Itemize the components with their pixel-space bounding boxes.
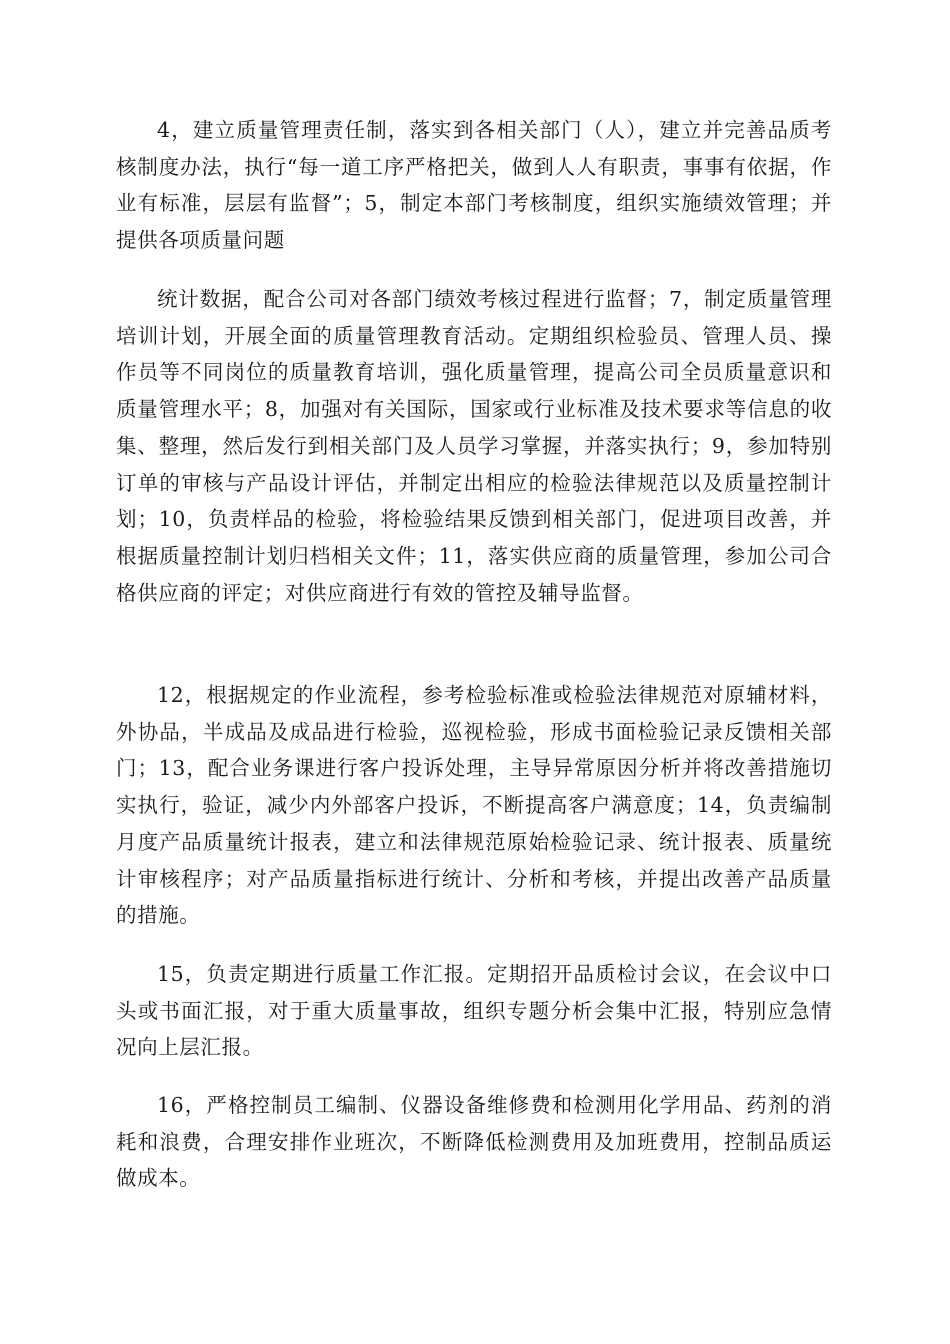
paragraph-responsibility-system: 4，建立质量管理责任制，落实到各相关部门（人），建立并完善品质考核制度办法，执行“每一道工序严格把关，做到人人有职责，事事有依据，作业有标准，层层有监督”；5，制定本部门考核制度，组织实施绩效管理；并提供各项质量问题 <box>116 118 832 253</box>
paragraph-cost-control: 16，严格控制员工编制、仪器设备维修费和检测用化学用品、药剂的消耗和浪费，合理安排作业班次，不断降低检测费用及加班费用，控制品质运做成本。 <box>116 1093 832 1191</box>
paragraph-training-and-standards: 统计数据，配合公司对各部门绩效考核过程进行监督；7，制定质量管理培训计划，开展全面的质量管理教育活动。定期组织检验员、管理人员、操作员等不同岗位的质量教育培训，强化质量管理，提高公司全员质量意识和质量管理水平；8，加强对有关国际，国家或行业标准及技术要求等信息的收集、整理，然后发行到相关部门及人员学习掌握，并落实执行；9，参加特别订单的审核与产品设计评估，并制定出相应的检验法律规范以及质量控制计划；10，负责样品的检验，将检验结果反馈到相关部门，促进项目改善，并根据质量控制计划归档相关文件；11，落实供应商的质量管理，参加公司合格供应商的评定；对供应商进行有效的管控及辅导监督。 <box>116 287 832 605</box>
paragraph-inspection-and-statistics: 12，根据规定的作业流程，参考检验标准或检验法律规范对原辅材料，外协品，半成品及成品进行检验，巡视检验，形成书面检验记录反馈相关部门；13，配合业务课进行客户投诉处理，主导异常原因分析并将改善措施切实执行，验证，减少内外部客户投诉，不断提高客户满意度；14，负责编制月度产品质量统计报表，建立和法律规范原始检验记录、统计报表、质量统计审核程序；对产品质量指标进行统计、分析和考核，并提出改善产品质量的措施。 <box>116 683 832 928</box>
paragraph-quality-reporting: 15，负责定期进行质量工作汇报。定期招开品质检讨会议，在会议中口头或书面汇报，对于重大质量事故，组织专题分析会集中汇报，特别应急情况向上层汇报。 <box>116 962 832 1060</box>
